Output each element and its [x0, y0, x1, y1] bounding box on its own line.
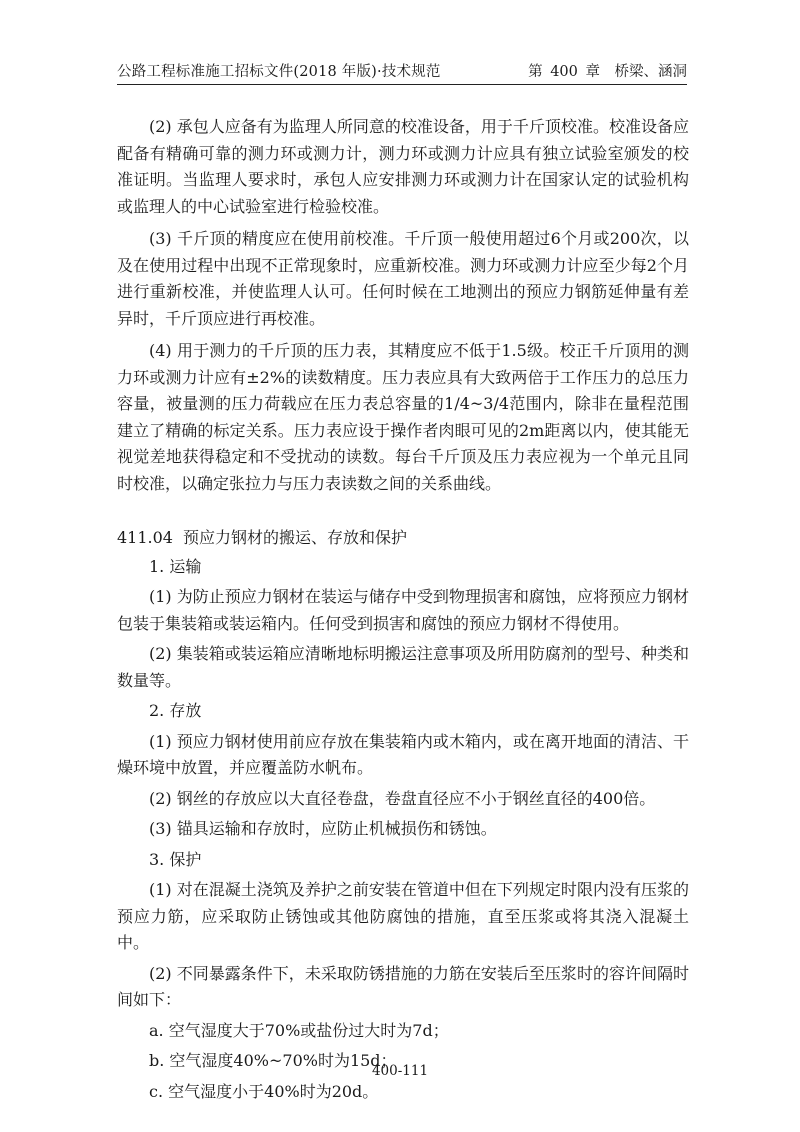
paragraph-transport-1: (1) 为防止预应力钢材在装运与储存中受到物理损害和腐蚀，应将预应力钢材包装于集装箱或装运箱内。任何受到损害和腐蚀的预应力钢材不得使用。: [117, 587, 689, 633]
section-title: 预应力钢材的搬运、存放和保护: [182, 528, 407, 547]
subsection-heading-protection: 3. 保护: [149, 849, 202, 869]
section-number: 411.04: [117, 528, 173, 547]
paragraph-transport-2: (2) 集装箱或装运箱应清晰地标明搬运注意事项及所用防腐剂的型号、种类和数量等。: [117, 644, 689, 690]
paragraph-protection-2: (2) 不同暴露条件下，未采取防锈措施的力筋在安装后至压浆时的容许间隔时间如下：: [117, 963, 689, 1009]
paragraph-storage-3: (3) 锚具运输和存放时，应防止机械损伤和锈蚀。: [149, 819, 497, 838]
list-item-humidity-low: c. 空气湿度小于40%时为20d。: [149, 1081, 379, 1101]
paragraph-storage-1: (1) 预应力钢材使用前应存放在集装箱内或木箱内，或在离开地面的清洁、干燥环境中放置，并应覆盖防水帆布。: [117, 731, 689, 777]
list-item-humidity-high: a. 空气湿度大于70%或盐份过大时为7d；: [149, 1020, 449, 1040]
subsection-heading-transport: 1. 运输: [149, 556, 202, 576]
page-number: 400-111: [371, 1063, 429, 1079]
paragraph-jack-calibration: (3) 千斤顶的精度应在使用前校准。千斤顶一般使用超过6个月或200次，以及在使用过程中出现不正常现象时，应重新校准。测力环或测力计应至少每2个月进行重新校准，并使监理人认可。任何时候在工地测出的预应力钢筋延伸量有差异时，千斤顶应进行再校准。: [117, 229, 689, 328]
paragraph-calibration-equipment: (2) 承包人应备有为监理人所同意的校准设备，用于千斤顶校准。校准设备应配备有精确可靠的测力环或测力计，测力环或测力计应具有独立试验室颁发的校准证明。当监理人要求时，承包人应安排测力环或测力计在国家认定的试验机构或监理人的中心试验室进行检验校准。: [117, 117, 689, 216]
header-document-title: 公路工程标准施工招标文件(2018 年版)·技术规范: [117, 64, 441, 80]
page-header: [117, 58, 687, 85]
paragraph-storage-2: (2) 钢丝的存放应以大直径卷盘，卷盘直径应不小于钢丝直径的400倍。: [149, 788, 656, 808]
section-heading: [117, 525, 689, 552]
header-chapter-title: 第 400 章 桥梁、涵洞: [528, 64, 687, 80]
list-item-humidity-mid: b. 空气湿度40%~70%时为15d；: [149, 1051, 397, 1070]
page-body: [117, 114, 689, 1109]
subsection-heading-storage: 2. 存放: [149, 701, 202, 720]
paragraph-pressure-gauge: (4) 用于测力的千斤顶的压力表，其精度应不低于1.5级。校正千斤顶用的测力环或测力计应有±2%的读数精度。压力表应具有大致两倍于工作压力的总压力容量，被量测的压力荷载应在压力表总容量的1/4~3/4范围内，除非在量程范围建立了精确的标定关系。压力表应设于操作者肉眼可见的2m距离以内，使其能无视觉差地获得稳定和不受扰动的读数。每台千斤顶及压力表应视为一个单元且同时校准，以确定张拉力与压力表读数之间的关系曲线。: [117, 341, 689, 493]
paragraph-protection-1: (1) 对在混凝土浇筑及养护之前安装在管道中但在下列规定时限内没有压浆的预应力筋，应采取防止锈蚀或其他防腐蚀的措施，直至压浆或将其浇入混凝土中。: [117, 880, 689, 952]
